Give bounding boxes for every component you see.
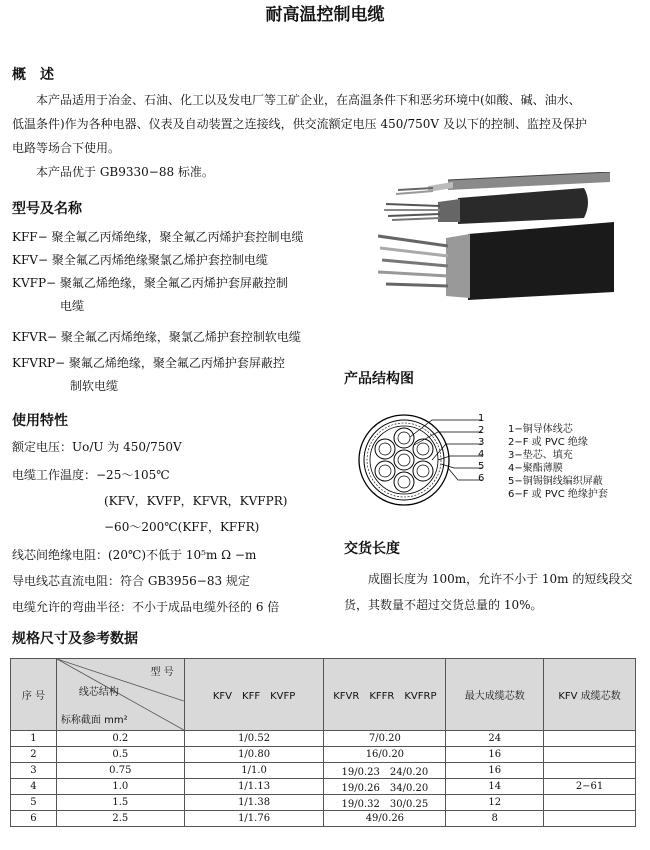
table-row bbox=[11, 779, 636, 795]
cell-kfvr: 49/0.26 bbox=[324, 811, 446, 827]
page-title: 耐高温控制电缆 bbox=[265, 5, 385, 25]
header-seq: 序 号 bbox=[11, 659, 57, 731]
cell-max: 12 bbox=[446, 795, 544, 811]
header-diagonal-cell bbox=[56, 659, 184, 731]
structure-legend-1: 1−铜导体线芯 bbox=[508, 424, 573, 435]
cell-section: 1.5 bbox=[56, 795, 184, 811]
header-model-label: 型 号 bbox=[150, 667, 174, 678]
model-item-kvfp: KVFP− 聚氟乙烯绝缘，聚全氟乙丙烯护套屏蔽控制 bbox=[12, 276, 288, 290]
cell-kfv-cores bbox=[544, 811, 636, 827]
cell-max: 16 bbox=[446, 747, 544, 763]
table-row bbox=[11, 811, 636, 827]
overview-paragraph-line3: 电路等场合下使用。 bbox=[12, 141, 121, 155]
header-structure-label: 线芯结构 bbox=[78, 687, 119, 698]
cell-max: 8 bbox=[446, 811, 544, 827]
cell-max: 16 bbox=[446, 763, 544, 779]
header-kfv-cores: KFV 成缆芯数 bbox=[544, 659, 636, 731]
header-kfv-kff-kvfp: KFV KFF KVFP bbox=[184, 659, 324, 731]
structure-num-1: 1 bbox=[478, 413, 485, 424]
cell-section: 2.5 bbox=[56, 811, 184, 827]
structure-legend-4: 4−聚酯薄膜 bbox=[508, 463, 563, 474]
cell-kfvr: 19/0.32 30/0.25 bbox=[324, 795, 446, 811]
models-heading: 型号及名称 bbox=[12, 201, 82, 217]
overview-standard: 本产品优于 GB9330−88 标准。 bbox=[36, 165, 214, 179]
structure-num-4: 4 bbox=[478, 449, 485, 460]
structure-num-5: 5 bbox=[478, 461, 485, 472]
model-item-kfvr-row bbox=[12, 326, 342, 349]
structure-legend-6: 6−F 或 PVC 绝缘护套 bbox=[508, 489, 608, 500]
delivery-heading: 交货长度 bbox=[344, 541, 400, 557]
header-kfvr-kffr-kvfrp: KFVR KFFR KVFRP bbox=[324, 659, 446, 731]
overview-paragraph-line2: 低温条件)作为各种电器、仪表及自动装置之连接线，供交流额定电压 450/750V 及以下的控制、监控及保护 bbox=[12, 117, 587, 131]
table-row bbox=[11, 763, 636, 779]
cell-seq: 1 bbox=[11, 731, 57, 747]
table-row bbox=[11, 731, 636, 747]
structure-legend-5: 5−铜锡铜线编织屏蔽 bbox=[508, 476, 603, 487]
cell-section: 0.5 bbox=[56, 747, 184, 763]
model-item-kfv-row bbox=[12, 249, 342, 272]
structure-num-3: 3 bbox=[478, 437, 485, 448]
overview-paragraph-line1: 本产品适用于冶金、石油、化工以及发电厂等工矿企业，在高温条件下和恶劣环境中(如酸、碱、油水、 bbox=[36, 93, 581, 107]
model-item-kfvrp-cont: 制软电缆 bbox=[70, 379, 119, 393]
header-max-cores: 最大成缆芯数 bbox=[446, 659, 544, 731]
usage-temperature-range2: −60～200℃(KFF，KFFR) bbox=[104, 520, 260, 534]
usage-dc-resistance: 导电线芯直流电阻：符合 GB3956−83 规定 bbox=[12, 574, 250, 588]
usage-heading: 使用特性 bbox=[12, 413, 68, 429]
usage-temperature: 电缆工作温度：−25～105℃ bbox=[12, 468, 170, 482]
cable-cross-section-diagram bbox=[358, 412, 508, 508]
cell-kfv-cores bbox=[544, 763, 636, 779]
cell-seq: 5 bbox=[11, 795, 57, 811]
structure-heading: 产品结构图 bbox=[344, 371, 414, 387]
cell-section: 0.2 bbox=[56, 731, 184, 747]
header-section-label: 标称截面 mm² bbox=[60, 715, 128, 726]
cell-kfv-cores: 2−61 bbox=[544, 779, 636, 795]
usage-insulation-resistance: 线芯间绝缘电阻：(20℃)不低于 10⁵m Ω −m bbox=[12, 548, 257, 562]
model-item-kfv: KFV− 聚全氟乙丙烯绝缘聚氯乙烯护套控制电缆 bbox=[12, 253, 268, 267]
model-item-kff: KFF− 聚全氟乙丙烯绝缘，聚全氟乙丙烯护套控制电缆 bbox=[12, 230, 304, 244]
cell-kfv-cores bbox=[544, 795, 636, 811]
delivery-line2: 货，其数量不超过交货总量的 10%。 bbox=[344, 598, 543, 612]
cell-seq: 2 bbox=[11, 747, 57, 763]
cell-seq: 4 bbox=[11, 779, 57, 795]
cell-max: 24 bbox=[446, 731, 544, 747]
model-item-kfvrp: KFVRP− 聚氟乙烯绝缘，聚全氟乙丙烯护套屏蔽控 bbox=[12, 356, 285, 370]
cable-photo bbox=[378, 172, 614, 302]
structure-legend-3: 3−垫芯、填充 bbox=[508, 450, 573, 461]
table-row bbox=[11, 747, 636, 763]
cell-kfv: 1/1.0 bbox=[184, 763, 324, 779]
model-list bbox=[12, 226, 342, 249]
cell-kfv: 1/1.38 bbox=[184, 795, 324, 811]
spec-heading: 规格尺寸及参考数据 bbox=[12, 631, 138, 647]
structure-legend-2: 2−F 或 PVC 绝缘 bbox=[508, 437, 588, 448]
table-row bbox=[11, 795, 636, 811]
cell-section: 0.75 bbox=[56, 763, 184, 779]
structure-num-2: 2 bbox=[478, 425, 485, 436]
model-item-kfvr: KFVR− 聚全氟乙丙烯绝缘，聚氯乙烯护套控制软电缆 bbox=[12, 330, 301, 344]
cell-kfv: 1/1.76 bbox=[184, 811, 324, 827]
cell-kfv-cores bbox=[544, 747, 636, 763]
cell-kfvr: 19/0.23 24/0.20 bbox=[324, 763, 446, 779]
usage-temperature-models: (KFV，KVFP，KFVR，KVFPR) bbox=[104, 494, 288, 508]
usage-bend-radius: 电缆允许的弯曲半径：不小于成品电缆外径的 6 倍 bbox=[12, 600, 280, 614]
cell-kfv: 1/1.13 bbox=[184, 779, 324, 795]
cell-section: 1.0 bbox=[56, 779, 184, 795]
overview-heading: 概 述 bbox=[12, 67, 54, 83]
cell-kfv: 1/0.52 bbox=[184, 731, 324, 747]
cell-kfvr: 16/0.20 bbox=[324, 747, 446, 763]
model-item-kvfp-cont: 电缆 bbox=[60, 299, 85, 313]
cell-seq: 3 bbox=[11, 763, 57, 779]
model-item-kfvrp-row bbox=[12, 352, 342, 398]
cell-kfvr: 19/0.26 34/0.20 bbox=[324, 779, 446, 795]
cell-kfv: 1/0.80 bbox=[184, 747, 324, 763]
cell-kfvr: 7/0.20 bbox=[324, 731, 446, 747]
delivery-line1: 成圈长度为 100m，允许不小于 10m 的短线段交 bbox=[368, 572, 633, 586]
spec-table bbox=[10, 658, 636, 827]
cell-seq: 6 bbox=[11, 811, 57, 827]
cell-kfv-cores bbox=[544, 731, 636, 747]
model-item-kvfp-row bbox=[12, 272, 342, 318]
structure-num-6: 6 bbox=[478, 473, 485, 484]
cell-max: 14 bbox=[446, 779, 544, 795]
usage-rated-voltage: 额定电压：Uo/U 为 450/750V bbox=[12, 440, 182, 454]
